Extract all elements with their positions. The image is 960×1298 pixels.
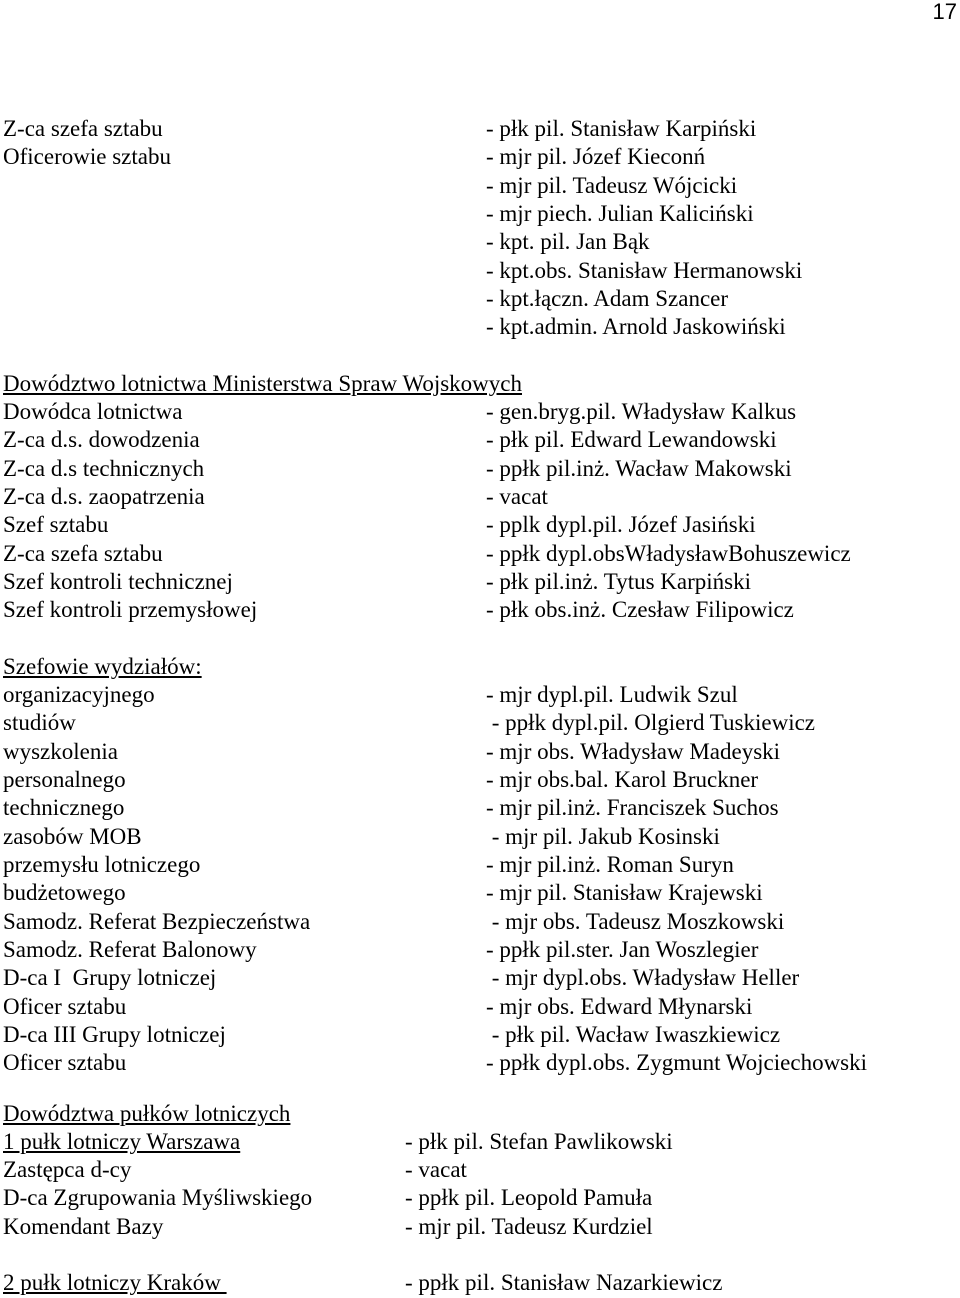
staff-row <box>0 285 960 313</box>
staff-row <box>0 143 960 171</box>
ministry-name: - płk pil. Edward Lewandowski <box>486 427 777 452</box>
regiment-name: - vacat <box>405 1157 467 1182</box>
department-role: personalnego <box>3 767 126 792</box>
department-row <box>0 936 960 964</box>
ministry-row <box>0 483 960 511</box>
regiment-row <box>0 1128 960 1156</box>
regiment-role: Zastępca d-cy <box>3 1157 132 1182</box>
department-role: Oficer sztabu <box>3 1050 127 1075</box>
regiment-role: D-ca Zgrupowania Myśliwskiego <box>3 1185 313 1210</box>
ministry-row <box>0 568 960 596</box>
department-name: - płk pil. Wacław Iwaszkiewicz <box>486 1022 781 1047</box>
regiment-name: - mjr pil. Tadeusz Kurdziel <box>405 1214 653 1239</box>
department-row <box>0 709 960 737</box>
department-row <box>0 823 960 851</box>
regiment-name: - ppłk pil. Leopold Pamuła <box>405 1185 653 1210</box>
department-row <box>0 766 960 794</box>
regiment-role: Komendant Bazy <box>3 1214 164 1239</box>
section-heading-regiments <box>0 1100 960 1128</box>
staff-role: Oficerowie sztabu <box>3 144 171 169</box>
staff-name: - mjr pil. Józef Kieconń <box>486 144 706 169</box>
ministry-role: Dowódca lotnictwa <box>3 399 183 424</box>
department-name: - mjr obs. Tadeusz Moszkowski <box>486 909 785 934</box>
ministry-name: - płk pil.inż. Tytus Karpiński <box>486 569 752 594</box>
department-name: - mjr obs.bal. Karol Bruckner <box>486 767 759 792</box>
department-role: wyszkolenia <box>3 739 118 764</box>
ministry-row <box>0 455 960 483</box>
department-row <box>0 738 960 766</box>
department-role: Samodz. Referat Bezpieczeństwa <box>3 909 311 934</box>
ministry-role: Szef kontroli technicznej <box>3 569 233 594</box>
regiment-row <box>0 1184 960 1212</box>
staff-name: - mjr pil. Tadeusz Wójcicki <box>486 173 738 198</box>
ministry-name: - gen.bryg.pil. Władysław Kalkus <box>486 399 797 424</box>
regiments-heading: Dowództwa pułków lotniczych <box>3 1101 291 1126</box>
ministry-name: - ppłk pil.inż. Wacław Makowski <box>486 456 792 481</box>
ministry-role: Szef kontroli przemysłowej <box>3 597 258 622</box>
regiment-row <box>0 1269 960 1297</box>
department-name: - mjr pil.inż. Franciszek Suchos <box>486 795 779 820</box>
department-name: - mjr dypl.obs. Władysław Heller <box>486 965 800 990</box>
regiment1-heading: 1 pułk lotniczy Warszawa <box>3 1129 241 1154</box>
department-name: - mjr dypl.pil. Ludwik Szul <box>486 682 738 707</box>
department-role: technicznego <box>3 795 125 820</box>
department-role: Oficer sztabu <box>3 994 127 1019</box>
regiment-row <box>0 1213 960 1241</box>
ministry-heading: Dowództwo lotnictwa Ministerstwa Spraw Wojskowych <box>3 371 522 396</box>
ministry-role: Z-ca szefa sztabu <box>3 541 163 566</box>
ministry-row <box>0 511 960 539</box>
department-role: Samodz. Referat Balonowy <box>3 937 257 962</box>
department-role: D-ca III Grupy lotniczej <box>3 1022 226 1047</box>
regiment2-heading: 2 pułk lotniczy Kraków <box>3 1270 227 1295</box>
department-row <box>0 1021 960 1049</box>
ministry-role: Z-ca d.s technicznych <box>3 456 205 481</box>
ministry-name: - ppłk dypl.obsWładysławBohuszewicz <box>486 541 851 566</box>
department-role: organizacyjnego <box>3 682 155 707</box>
ministry-name: - vacat <box>486 484 548 509</box>
staff-name: - kpt.admin. Arnold Jaskowiński <box>486 314 786 339</box>
department-row <box>0 794 960 822</box>
section-heading-departments <box>0 653 960 681</box>
staff-name: - kpt. pil. Jan Bąk <box>486 229 650 254</box>
ministry-row <box>0 426 960 454</box>
department-row <box>0 1049 960 1077</box>
department-row <box>0 993 960 1021</box>
regiment-row <box>0 1156 960 1184</box>
staff-row <box>0 228 960 256</box>
department-name: - ppłk pil.ster. Jan Woszlegier <box>486 937 759 962</box>
staff-row <box>0 115 960 143</box>
staff-row <box>0 313 960 341</box>
section-heading-ministry <box>0 370 960 398</box>
ministry-name: - pplk dypl.pil. Józef Jasiński <box>486 512 756 537</box>
department-name: - mjr pil.inż. Roman Suryn <box>486 852 734 877</box>
department-row <box>0 908 960 936</box>
ministry-role: Z-ca d.s. dowodzenia <box>3 427 200 452</box>
ministry-role: Z-ca d.s. zaopatrzenia <box>3 484 205 509</box>
staff-name: - mjr piech. Julian Kaliciński <box>486 201 754 226</box>
staff-name: - kpt.obs. Stanisław Hermanowski <box>486 258 803 283</box>
regiment2-commander: - ppłk pil. Stanisław Nazarkiewicz <box>405 1270 723 1295</box>
department-role: przemysłu lotniczego <box>3 852 201 877</box>
staff-name: - płk pil. Stanisław Karpiński <box>486 116 757 141</box>
department-role: zasobów MOB <box>3 824 142 849</box>
staff-role: Z-ca szefa sztabu <box>3 116 163 141</box>
staff-row <box>0 200 960 228</box>
department-row <box>0 681 960 709</box>
department-name: - mjr pil. Stanisław Krajewski <box>486 880 763 905</box>
department-name: - ppłk dypl.obs. Zygmunt Wojciechowski <box>486 1050 868 1075</box>
department-name: - mjr pil. Jakub Kosinski <box>486 824 720 849</box>
departments-heading: Szefowie wydziałów: <box>3 654 202 679</box>
ministry-role: Szef sztabu <box>3 512 109 537</box>
staff-name: - kpt.łączn. Adam Szancer <box>486 286 729 311</box>
ministry-name: - płk obs.inż. Czesław Filipowicz <box>486 597 794 622</box>
department-name: - mjr obs. Władysław Madeyski <box>486 739 781 764</box>
department-row <box>0 851 960 879</box>
department-row <box>0 879 960 907</box>
ministry-row <box>0 398 960 426</box>
ministry-row <box>0 540 960 568</box>
department-role: budżetowego <box>3 880 126 905</box>
department-role: D-ca I Grupy lotniczej <box>3 965 217 990</box>
department-row <box>0 964 960 992</box>
staff-row <box>0 172 960 200</box>
page-number: 17 <box>932 0 957 24</box>
department-name: - ppłk dypl.pil. Olgierd Tuskiewicz <box>486 710 816 735</box>
department-role: studiów <box>3 710 76 735</box>
department-name: - mjr obs. Edward Młynarski <box>486 994 753 1019</box>
regiment1-commander: - płk pil. Stefan Pawlikowski <box>405 1129 673 1154</box>
staff-row <box>0 257 960 285</box>
ministry-row <box>0 596 960 624</box>
